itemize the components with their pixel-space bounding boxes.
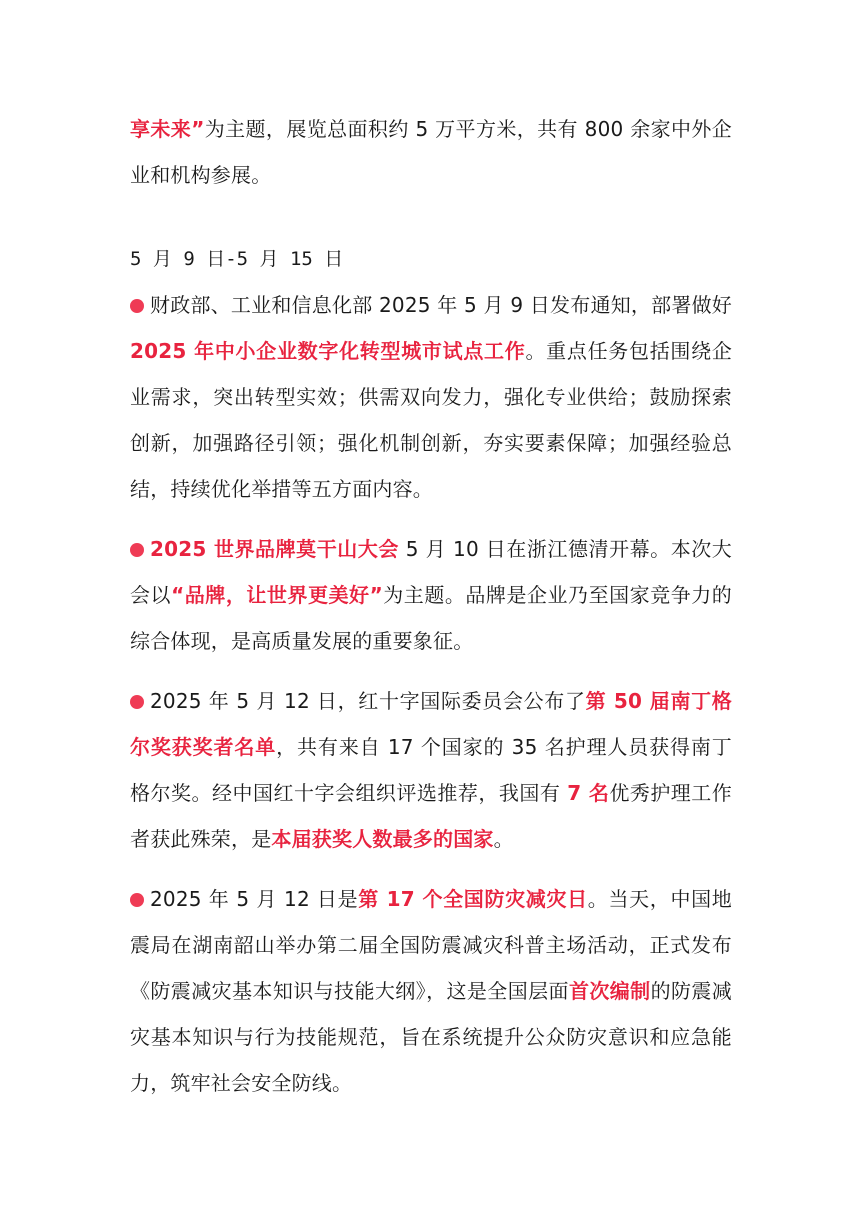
item-3-highlight-3: 本届获奖人数最多的国家 xyxy=(271,827,494,851)
item-3-text-3: 优秀护理工作者获此殊荣，是 xyxy=(130,781,733,851)
item-4-text-3: 的防震减灾基本知识与行为技能规范，旨在系统提升公众防灾意识和应急能力，筑牢社会安全防线。 xyxy=(130,979,732,1095)
item-3-text-1: 2025 年 5 月 12 日，红十字国际委员会公布了 xyxy=(150,689,586,713)
intro-highlight: 享未来” xyxy=(130,117,205,141)
item-3-highlight-1: 第 50 届南丁格尔奖获奖者名单 xyxy=(130,689,732,759)
news-item-3 xyxy=(130,678,732,862)
item-3-text-4: 。 xyxy=(493,827,514,851)
item-1-text-2: 。重点任务包括围绕企业需求，突出转型实效；供需双向发力，强化专业供给；鼓励探索创新，加强路径引领；强化机制创新，夯实要素保障；加强经验总结，持续优化举措等五方面内容。 xyxy=(130,339,733,501)
item-2-highlight-1: 2025 世界品牌莫干山大会 xyxy=(150,537,399,561)
item-1-highlight-1: 2025 年中小企业数字化转型城市试点工作 xyxy=(130,339,526,363)
bullet-dot-icon xyxy=(130,695,144,709)
bullet-dot-icon xyxy=(130,543,144,557)
item-2-text-1: 5 月 10 日在浙江德清开幕。本次大会以 xyxy=(130,537,732,607)
item-4-highlight-1: 第 17 个全国防灾减灾日 xyxy=(358,887,588,911)
news-item-1 xyxy=(130,282,732,512)
date-range: 5 月 9 日-5 月 15 日 xyxy=(130,248,344,270)
article-body xyxy=(130,106,732,1106)
item-4-text-2: 。当天，中国地震局在湖南韶山举办第二届全国防震减灾科普主场活动，正式发布《防震减灾基本知识与技能大纲》，这是全国层面 xyxy=(130,887,733,1003)
item-2-text-2: 为主题。品牌是企业乃至国家竞争力的综合体现，是高质量发展的重要象征。 xyxy=(130,583,733,653)
item-4-highlight-2: 首次编制 xyxy=(568,979,651,1003)
intro-paragraph xyxy=(130,106,732,198)
item-4-text-1: 2025 年 5 月 12 日是 xyxy=(150,887,359,911)
news-item-4 xyxy=(130,876,732,1106)
intro-text: 为主题，展览总面积约 5 万平方米，共有 800 余家中外企业和机构参展。 xyxy=(130,117,733,187)
item-2-highlight-2: “品牌，让世界更美好” xyxy=(171,583,383,607)
bullet-dot-icon xyxy=(130,893,144,907)
news-item-2 xyxy=(130,526,732,664)
bullet-dot-icon xyxy=(130,299,144,313)
item-3-text-2: ，共有来自 17 个国家的 35 名护理人员获得南丁格尔奖。经中国红十字会组织评选推荐，我国有 xyxy=(130,735,732,805)
item-1-text-1: 财政部、工业和信息化部 2025 年 5 月 9 日发布通知，部署做好 xyxy=(150,293,732,317)
item-3-highlight-2: 7 名 xyxy=(567,781,610,805)
